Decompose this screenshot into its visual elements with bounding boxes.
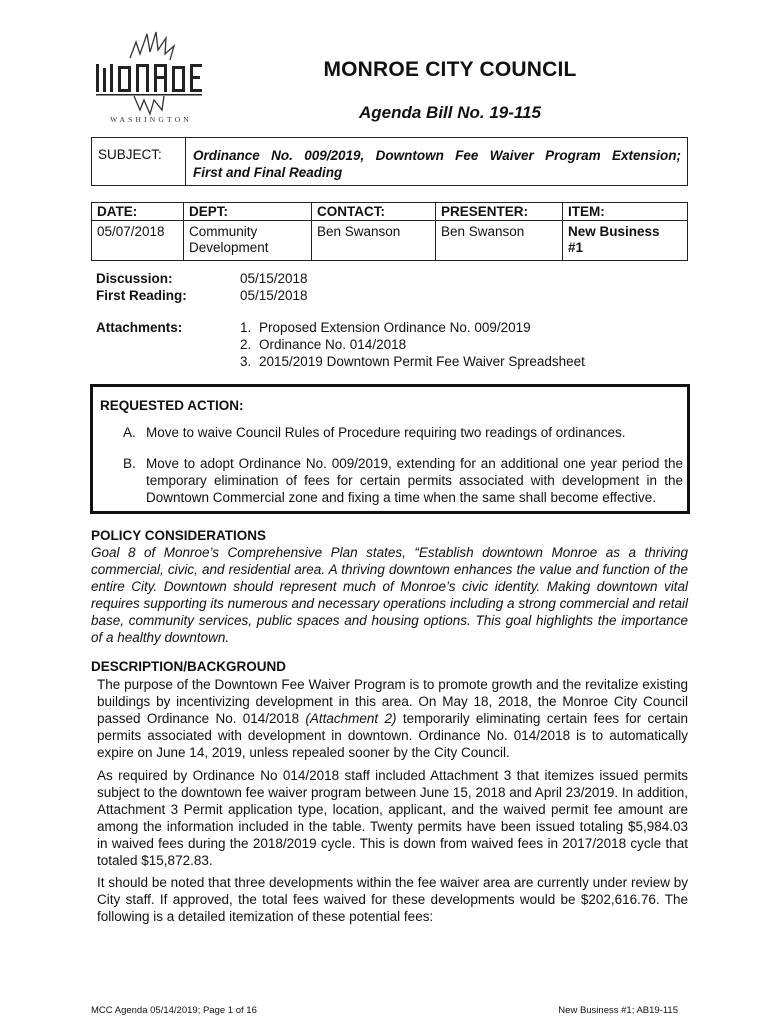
agenda-bill-number: Agenda Bill No. 19-115 bbox=[358, 103, 541, 122]
requested-action-title: REQUESTED ACTION: bbox=[100, 398, 244, 413]
action-text: Move to waive Council Rules of Procedure requiring two readings of ordinances. bbox=[146, 425, 626, 440]
attachment-item[interactable] bbox=[240, 353, 585, 370]
attachments-list bbox=[240, 319, 585, 370]
action-text: Move to adopt Ordinance No. 009/2019, extending for an additional one year period the temporary elimination of fees for certain permits associated with development in the Downtown Commercial zone and fixing a time when the same shall become effective. bbox=[146, 456, 683, 505]
subject-label: SUBJECT: bbox=[92, 138, 186, 186]
attachment-title: 2015/2019 Downtown Permit Fee Waiver Spreadsheet bbox=[259, 354, 585, 369]
meta-header-contact: CONTACT: bbox=[312, 203, 436, 221]
council-title: MONROE CITY COUNCIL bbox=[323, 58, 577, 81]
meta-header-dept: DEPT: bbox=[184, 203, 312, 221]
meta-header-row bbox=[92, 203, 688, 221]
discussion-date: 05/15/2018 bbox=[240, 271, 308, 286]
attachment-reference: (Attachment 2) bbox=[305, 711, 397, 726]
meta-dept-line-2: Development bbox=[189, 240, 269, 255]
attachment-title: Proposed Extension Ordinance No. 009/2019 bbox=[259, 320, 531, 335]
attachment-number: 1. bbox=[240, 320, 252, 335]
logo-subtext: WASHINGTON bbox=[110, 115, 192, 124]
attachments-label: Attachments: bbox=[96, 320, 183, 335]
background-heading: DESCRIPTION/BACKGROUND bbox=[91, 659, 287, 674]
meta-item-line-2: #1 bbox=[568, 240, 584, 255]
subject-line-2: First and Final Reading bbox=[193, 165, 343, 180]
attachment-number: 3. bbox=[240, 354, 252, 369]
meta-item-line-1: New Business bbox=[568, 224, 660, 239]
meta-date: 05/07/2018 bbox=[92, 221, 184, 261]
background-paragraph-3: It should be noted that three developments within the fee waiver area are currently under review by City staff. If approved, the total fees waived for these developments would be $202,616.76. The following is a detailed itemization of these potential fees: bbox=[97, 875, 688, 924]
action-letter: A. bbox=[123, 425, 136, 440]
requested-action-b bbox=[123, 455, 683, 506]
meta-item bbox=[563, 221, 688, 261]
discussion-label: Discussion: bbox=[96, 271, 173, 286]
meta-header-item: ITEM: bbox=[563, 203, 688, 221]
subject-line-1: Ordinance No. 009/2019, Downtown Fee Waiver Program Extension; bbox=[193, 148, 681, 163]
meta-contact: Ben Swanson bbox=[312, 221, 436, 261]
agenda-meta-table bbox=[91, 202, 688, 261]
policy-heading: POLICY CONSIDERATIONS bbox=[91, 528, 267, 543]
paragraph-text: temporarily eliminating certain fees for certain permits associated with development in downtown. Ordinance No. 014/2018 is to automatically expire on June 14, 2019, unless repealed sooner by the City Council. bbox=[97, 711, 688, 760]
requested-action-box bbox=[90, 384, 690, 514]
monroe-logo-icon bbox=[90, 28, 210, 116]
action-letter: B. bbox=[123, 456, 136, 471]
attachment-item[interactable] bbox=[240, 336, 585, 353]
meta-value-row bbox=[92, 221, 688, 261]
meta-dept bbox=[184, 221, 312, 261]
attachment-number: 2. bbox=[240, 337, 252, 352]
paragraph-text: The purpose of the Downtown Fee Waiver Program is to promote growth and the revitalize existing buildings by incentivizing development in this area. On May 18, 2018, the Monroe City Council passed Ordinance No. 014/2018 bbox=[97, 677, 688, 726]
meta-header-presenter: PRESENTER: bbox=[436, 203, 563, 221]
requested-action-a bbox=[123, 424, 685, 441]
meta-presenter: Ben Swanson bbox=[436, 221, 563, 261]
city-logo bbox=[90, 28, 210, 124]
attachment-title: Ordinance No. 014/2018 bbox=[259, 337, 407, 352]
footer-page-info: MCC Agenda 05/14/2019; Page 1 of 16 bbox=[91, 1005, 257, 1016]
subject-box bbox=[91, 137, 688, 186]
subject-value bbox=[186, 138, 688, 186]
first-reading-label: First Reading: bbox=[96, 288, 187, 303]
background-paragraph-2: As required by Ordinance No 014/2018 staff included Attachment 3 that itemizes issued permits subject to the downtown fee waiver program between June 15, 2018 and April 23/2019. In addition, Attachment 3 Permit application type, location, applicant, and the waived permit fee amount are among the information included in the table. Twenty permits have been issued totaling $5,984.03 in waived fees during the 2018/2019 cycle. This is down from waived fees in 2017/2018 cycle that totaled $15,872.83. bbox=[97, 768, 688, 868]
attachment-item[interactable] bbox=[240, 319, 585, 336]
meta-dept-line-1: Community bbox=[189, 224, 258, 239]
policy-text: Goal 8 of Monroe’s Comprehensive Plan states, “Establish downtown Monroe as a thriving commercial, civic, and residential area. A thriving downtown enhances the value and function of the entire City. Downtown should represent much of Monroe’s civic identity. Making downtown vital requires supporting its numerous and necessary operations including a strong commercial and retail base, community services, public spaces and housing options. This goal highlights the importance of a healthy downtown. bbox=[91, 545, 688, 645]
background-paragraph-1 bbox=[97, 676, 688, 761]
first-reading-date: 05/15/2018 bbox=[240, 288, 308, 303]
footer-item-info: New Business #1; AB19-115 bbox=[558, 1005, 678, 1016]
meta-header-date: DATE: bbox=[92, 203, 184, 221]
